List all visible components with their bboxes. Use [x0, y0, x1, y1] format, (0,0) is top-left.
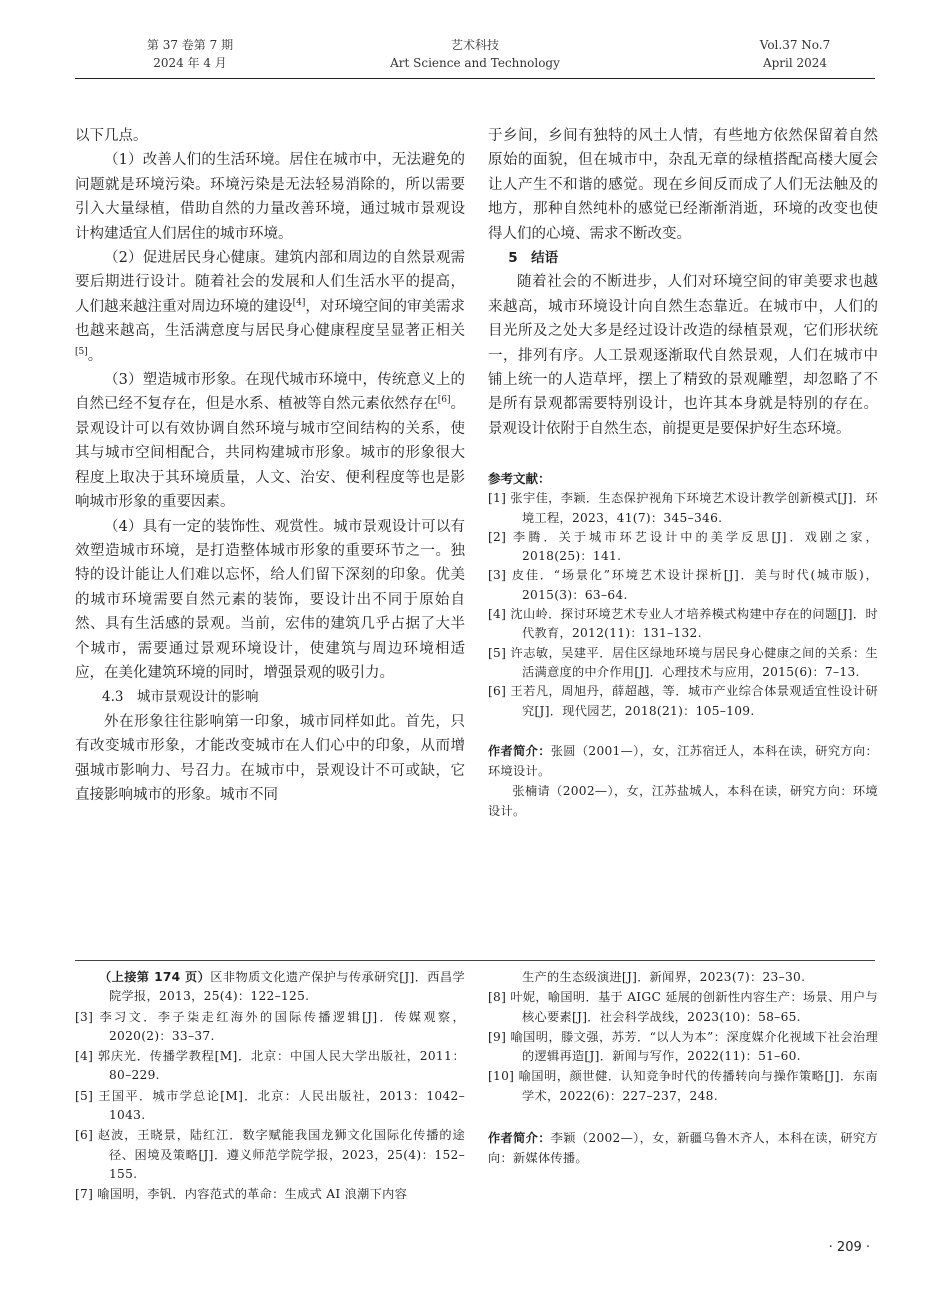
author-bio — [488, 1128, 878, 1168]
reference-item: [6] 王若凡，周旭丹，薛超越，等．城市产业综合体景观适宜性设计研究[J]．现代园艺，2018(21)：105–109. — [488, 684, 878, 718]
date-cn: 2024 年 4 月 — [153, 56, 227, 70]
paragraph — [75, 246, 465, 368]
bottom-right-references — [488, 968, 878, 1169]
paragraph: 外在形象往往影响第一印象，城市同样如此。首先，只有改变城市形象，才能改变城市在人们心中的印象，从而增强城市影响力、号召力。在城市中，景观设计不可或缺，它直接影响城市的形象。城市不同 — [75, 713, 465, 803]
paragraph: （1）改善人们的生活环境。居住在城市中，无法避免的问题就是环境污染。环境污染是无法轻易消除的，所以需要引入大量绿植，借助自然的力量改善环境，通过城市景观设计构建适宜人们居住的城市环境。 — [75, 152, 465, 242]
journal-issue-en — [735, 36, 855, 72]
reference-item: [3] 李习文．李子柒走红海外的国际传播逻辑[J]．传媒观察，2020(2)：33–37. — [75, 1009, 465, 1043]
text: （2）促进居民身心健康。建筑内部和周边的自然景观需要后期进行设计。随着社会的发展和人们生活水平的提高，人们越来越注重对周边环境的建设 — [75, 250, 465, 315]
bottom-left-references — [75, 968, 465, 1206]
text: 。 — [87, 347, 103, 364]
bio-text: 张圆（2001—），女，江苏宿迁人，本科在读，研究方向：环境设计。 — [488, 743, 878, 778]
journal-title-cn: 艺术科技 — [450, 38, 499, 52]
continued-label: （上接第 174 页） — [99, 970, 211, 984]
date-en: April 2024 — [762, 56, 828, 70]
bio-text: 李颖（2002—），女，新疆乌鲁木齐人，本科在读，研究方向：新媒体传播。 — [488, 1131, 878, 1166]
section-divider — [75, 960, 875, 961]
text: 。景观设计可以有效协调自然环境与城市空间结构的关系，使其与城市空间相配合，共同构建城市形象。城市的形象很大程度上取决于其环境质量，人文、治安、便利程度等也是影响城市形象的重要因素。 — [75, 396, 466, 511]
volume-issue: 第 37 卷第 7 期 — [146, 38, 234, 52]
references-title: 参考文献： — [488, 471, 551, 487]
reference-item: [5] 许志敏，吴建平．居住区绿地环境与居民身心健康之间的关系：生活满意度的中介作用[J]．心理技术与应用，2015(6)：7–13. — [488, 645, 878, 679]
text: （3）塑造城市形象。在现代城市环境中，传统意义上的自然已经不复存在，但是水系、植被等自然元素依然存在 — [75, 372, 465, 413]
reference-item: [7] 喻国明，李钒．内容范式的革命：生成式 AI 浪潮下内容 — [75, 1187, 408, 1202]
page-number: · 209 · — [828, 1240, 870, 1255]
author-bio: 张楠请（2002—），女，江苏盐城人，本科在读，研究方向：环境设计。 — [488, 783, 878, 818]
section-heading: 5 结语 — [508, 250, 559, 267]
reference-item: [8] 叶妮，喻国明．基于 AIGC 延展的创新性内容生产：场景、用户与核心要素[J]．社会科学战线，2023(10)：58–65. — [488, 990, 878, 1024]
citation: [5] — [75, 346, 88, 357]
paragraph — [75, 368, 465, 514]
reference-item: [5] 王国平．城市学总论[M]．北京：人民出版社，2013：1042–1043. — [75, 1088, 465, 1123]
continued-text: 区非物质文化遗产保护与传承研究[J]．西昌学院学报，2013，25(4)：122–125. — [109, 970, 465, 1004]
reference-item: [10] 喻国明，颜世健．认知竞争时代的传播转向与操作策略[J]．东南学术，2022(6)：227–237，248. — [488, 1069, 878, 1103]
reference-item: [3] 皮佳．“场景化”环境艺术设计探析[J]．美与时代(城市版)，2015(3)：63–64. — [488, 568, 878, 602]
paragraph: 于乡间，乡间有独特的风土人情，有些地方依然保留着自然原始的面貌，但在城市中，杂乱无章的绿植搭配高楼大厦会让人产生不和谐的感觉。现在乡间反而成了人们无法触及的地方，那种自然纯朴的感觉已经渐渐消逝，环境的改变也使得人们的心境、需求不断改变。 — [488, 128, 878, 242]
reference-item: [9] 喻国明，滕文强，苏芳．“以人为本”：深度媒介化视域下社会治理的逻辑再造[J]．新闻与写作，2022(11)：51–60. — [488, 1029, 878, 1064]
reference-item: [4] 沈山岭．探讨环境艺术专业人才培养模式构建中存在的问题[J]．时代教育，2012(11)：131–132. — [488, 607, 878, 641]
reference-item: [4] 郭庆光．传播学教程[M]．北京：中国人民大学出版社，2011：80–229. — [75, 1049, 465, 1083]
header-rule — [75, 78, 875, 79]
citation: [4] — [292, 298, 306, 309]
right-column — [488, 124, 878, 821]
text: ，对环境空间的审美需求也越来越高，生活满意度与居民身心健康程度呈显著正相关 — [75, 298, 466, 340]
left-column — [75, 124, 465, 807]
reference-item: [2] 李腾．关于城市环艺设计中的美学反思[J]．戏剧之家，2018(25)：141. — [488, 529, 878, 564]
paragraph: 随着社会的不断进步，人们对环境空间的审美要求也越来越高，城市环境设计向自然生态靠近。在城市中，人们的目光所及之处大多是经过设计改造的绿植景观，它们形状统一，排列有序。人工景观逐渐取代自然景观，人们在城市中铺上统一的人造草坪，摆上了精致的景观雕塑，却忽略了不是所有景观都需要特别设计，也许其本身就是特别的存在。景观设计依附于自然生态，前提更是要保护好生态环境。 — [488, 274, 878, 437]
bio-label: 作者简介： — [488, 743, 551, 758]
paragraph: 以下几点。 — [75, 128, 148, 144]
reference-continuation: 生产的生态级演进[J]．新闻界，2023(7)：23–30. — [522, 970, 806, 984]
bio-label: 作者简介： — [488, 1131, 551, 1146]
paragraph: （4）具有一定的装饰性、观赏性。城市景观设计可以有效塑造城市环境，是打造整体城市形象的重要环节之一。独特的设计能让人们难以忘怀，给人们留下深刻的印象。优美的城市环境需要自然元素的装饰，要设计出不同于原始自然、具有生活感的景观。当前，宏伟的建筑几乎占据了大半个城市，需要通过景观环境设计，使建筑与周边环境相适应，在美化建筑环境的同时，增强景观的吸引力。 — [75, 518, 465, 681]
journal-title — [325, 36, 625, 72]
citation: [6] — [437, 395, 451, 406]
journal-issue-cn — [115, 36, 265, 72]
author-bio — [488, 741, 878, 781]
volume-issue-en: Vol.37 No.7 — [759, 38, 831, 52]
journal-title-en: Art Science and Technology — [390, 56, 560, 70]
reference-item: [6] 赵波，王晓景，陆红江．数字赋能我国龙狮文化国际化传播的途径、困境及策略[J]．遵义师范学院学报，2023，25(4)：152–155. — [75, 1128, 465, 1181]
reference-item: [1] 张宇佳，李颖．生态保护视角下环境艺术设计教学创新模式[J]．环境工程，2023，41(7)：345–346. — [488, 491, 878, 525]
section-heading: 4.3 城市景观设计的影响 — [102, 689, 259, 706]
continued-reference — [75, 968, 465, 1007]
